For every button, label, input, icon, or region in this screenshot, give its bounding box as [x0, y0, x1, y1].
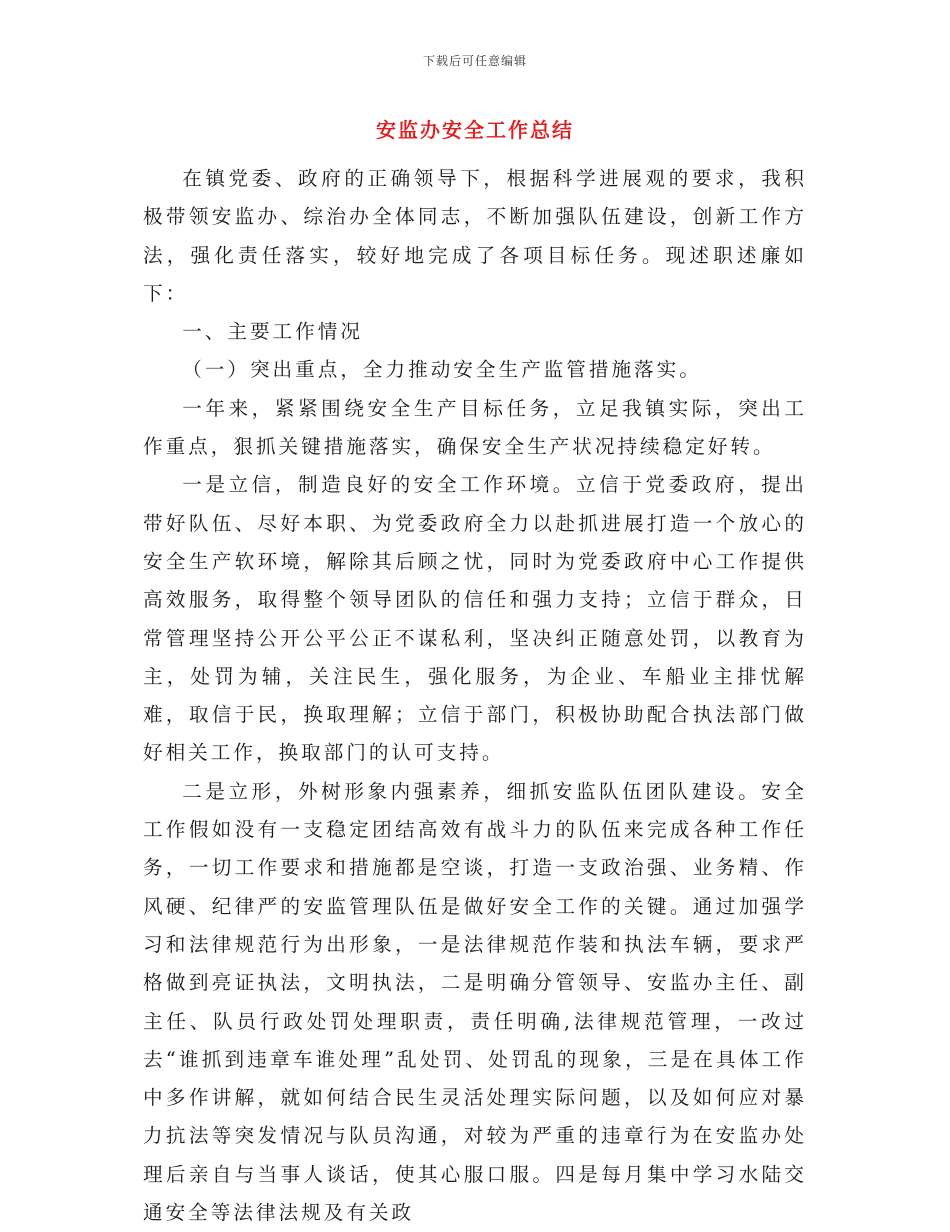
section-heading: 一、主要工作情况 — [182, 320, 363, 344]
document-title: 安监办安全工作总结 — [376, 118, 574, 142]
subsection-heading: （一）突出重点，全力推动安全生产监管措施落实。 — [182, 358, 702, 382]
paragraph: 在镇党委、政府的正确领导下，根据科学进展观的要求，我积极带领安监办、综治办全体同志，不断加强队伍建设，创新工作方法，强化责任落实，较好地完成了各项目标任务。现述职述廉如下： — [143, 167, 807, 305]
paragraph: 二是立形，外树形象内强素养，细抓安监队伍团队建设。安全工作假如没有一支稳定团结高效有战斗力的队伍来完成各种工作任务，一切工作要求和措施都是空谈，打造一支政治强、业务精、作风硬、纪律严的安监管理队伍是做好安全工作的关键。通过加强学习和法律规范行为出形象，一是法律规范作装和执法车辆，要求严格做到亮证执法，文明执法，二是明确分管领导、安监办主任、副主任、队员行政处罚处理职责，责任明确,法律规范管理，一改过去“谁抓到违章车谁处理”乱处罚、处罚乱的现象，三是在具体工作中多作讲解，就如何结合民生灵活处理实际问题，以及如何应对暴力抗法等突发情况与队员沟通，对较为严重的违章行为在安监办处理后亲自与当事人谈话，使其心服口服。四是每月集中学习水陆交通安全等法律法规及有关政 — [143, 779, 807, 1225]
document-body — [143, 160, 807, 1232]
paragraph: 一是立信，制造良好的安全工作环境。立信于党委政府，提出带好队伍、尽好本职、为党委政府全力以赴抓进展打造一个放心的安全生产软环境，解除其后顾之忧，同时为党委政府中心工作提供高效服务，取得整个领导团队的信任和强力支持；立信于群众，日常管理坚持公开公平公正不谋私利，坚决纠正随意处罚，以教育为主，处罚为辅，关注民生，强化服务，为企业、车船业主排忧解难，取信于民，换取理解；立信于部门，积极协助配合执法部门做好相关工作，换取部门的认可支持。 — [143, 473, 807, 765]
paragraph: 一年来，紧紧围绕安全生产目标任务，立足我镇实际，突出工作重点，狠抓关键措施落实，确保安全生产状况持续稳定好转。 — [143, 396, 807, 459]
header-note: 下载后可任意编辑 — [422, 54, 527, 68]
